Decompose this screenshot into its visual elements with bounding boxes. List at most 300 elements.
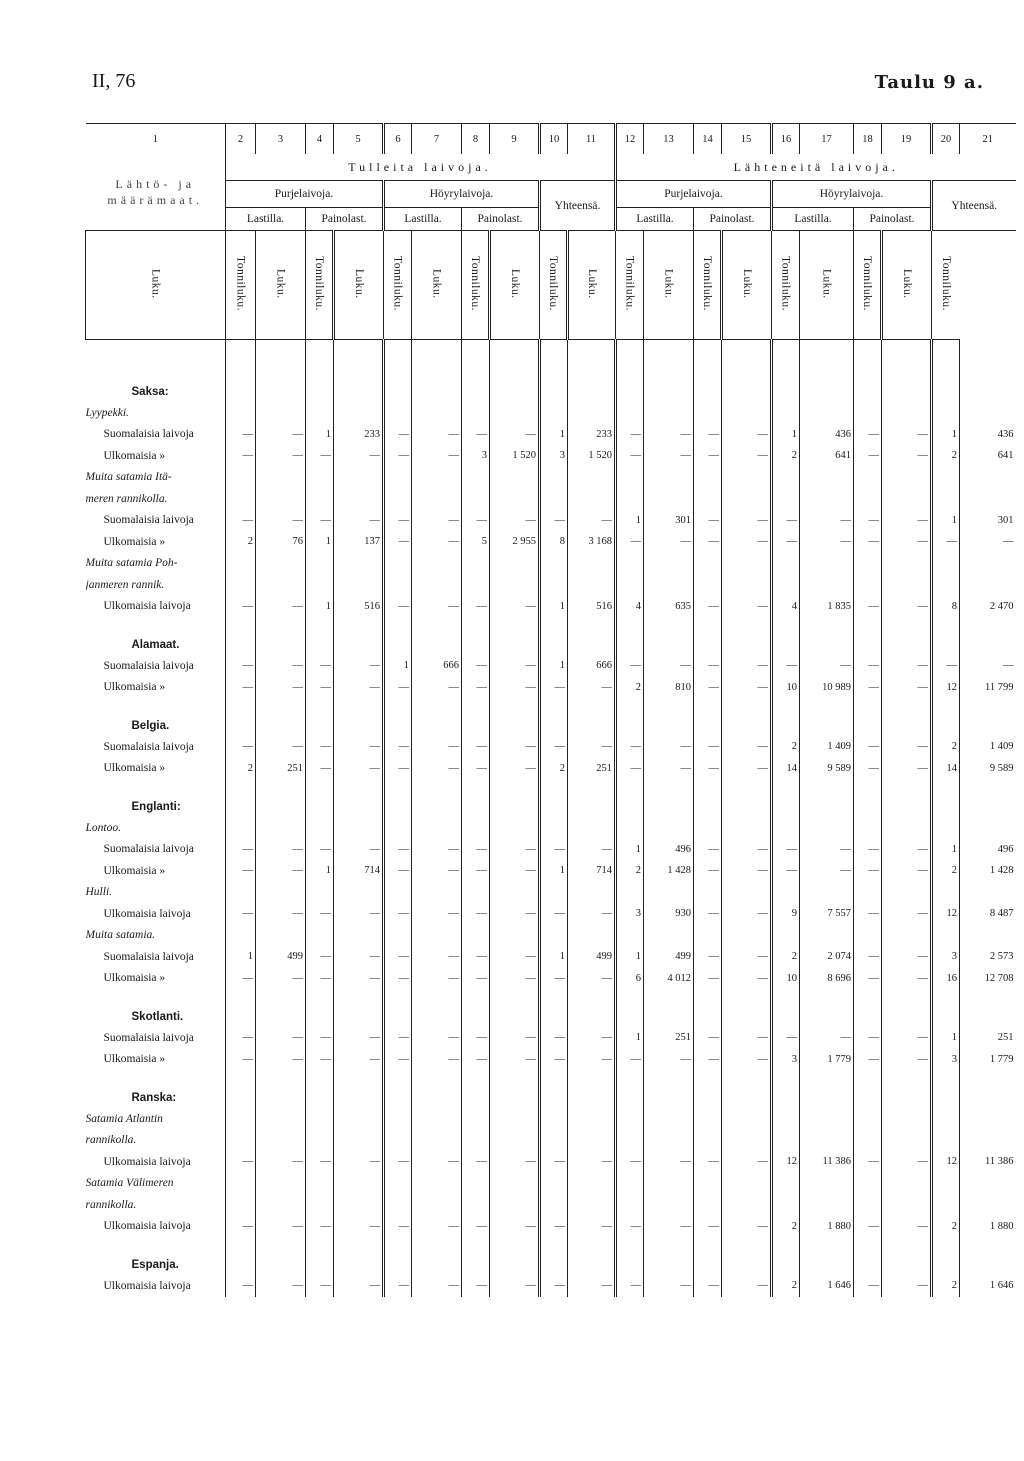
table-cell: 1 [932, 424, 960, 446]
country-heading: Espanja. [131, 1259, 179, 1271]
table-cell [226, 617, 256, 655]
row-label: Suomalaisia laivoja [103, 659, 194, 672]
departed-header: Lähteneitä laivoja. [616, 154, 1016, 181]
table-cell: 2 470 [960, 596, 1016, 618]
table-cell [772, 553, 800, 575]
table-cell [882, 779, 932, 817]
table-cell [334, 1173, 384, 1195]
departed-sail-laden: Lastilla. [616, 208, 694, 231]
table-row [86, 860, 1016, 882]
table-cell [334, 1237, 384, 1275]
country-heading: Skotlanti. [131, 1011, 184, 1023]
table-cell [772, 574, 800, 596]
table-cell [334, 779, 384, 817]
table-cell: — [800, 510, 854, 532]
table-cell: — [854, 1151, 882, 1173]
country-heading: Alamaat. [131, 639, 180, 651]
table-cell: 1 409 [960, 736, 1016, 758]
table-cell: — [384, 445, 412, 467]
country-heading: Englanti: [131, 801, 181, 813]
spacer-cell [256, 340, 306, 365]
table-cell: — [412, 1027, 462, 1049]
departed-steam-ballast: Painolast. [854, 208, 932, 231]
table-cell [882, 1108, 932, 1130]
column-number: 1 [86, 124, 226, 155]
table-cell: — [306, 1151, 334, 1173]
table-cell [882, 1237, 932, 1275]
table-cell [722, 1130, 772, 1152]
table-cell: — [644, 1151, 694, 1173]
table-cell [384, 1173, 412, 1195]
table-cell [854, 1237, 882, 1275]
table-cell: 2 [932, 1275, 960, 1297]
spacer-cell [490, 340, 540, 365]
table-cell: 1 [226, 946, 256, 968]
table-cell: 1 646 [960, 1275, 1016, 1297]
table-cell: — [384, 1049, 412, 1071]
table-cell: 12 [932, 1151, 960, 1173]
tonnage-header [932, 231, 960, 340]
table-cell [412, 488, 462, 510]
table-cell [226, 882, 256, 904]
table-cell [540, 1194, 568, 1216]
table-cell [694, 779, 722, 817]
table-cell [772, 1108, 800, 1130]
table-cell [854, 1070, 882, 1108]
table-cell: — [334, 1275, 384, 1297]
table-cell: 8 487 [960, 903, 1016, 925]
table-cell: 1 [616, 510, 644, 532]
table-cell: — [854, 1275, 882, 1297]
table-cell: — [568, 1027, 616, 1049]
table-cell [384, 1108, 412, 1130]
table-cell: — [854, 860, 882, 882]
measure-row [86, 231, 1016, 340]
table-cell [384, 698, 412, 736]
table-cell [226, 925, 256, 947]
table-cell [540, 574, 568, 596]
spacer-cell [882, 340, 932, 365]
table-cell [722, 698, 772, 736]
table-cell: — [412, 531, 462, 553]
table-cell: — [412, 736, 462, 758]
table-row [86, 677, 1016, 699]
table-cell: — [306, 736, 334, 758]
table-cell [772, 488, 800, 510]
departed-steam-header: Höyrylaivoja. [772, 181, 932, 208]
table-row [86, 903, 1016, 925]
table-cell [568, 574, 616, 596]
table-cell [412, 989, 462, 1027]
table-cell [772, 1130, 800, 1152]
table-cell [694, 488, 722, 510]
table-cell [540, 1237, 568, 1275]
tonnage-header [772, 231, 800, 340]
table-cell [882, 617, 932, 655]
table-cell: 1 [540, 424, 568, 446]
ship-type-row [86, 181, 1016, 208]
table-cell [694, 1070, 722, 1108]
table-cell [772, 698, 800, 736]
table-cell: — [384, 946, 412, 968]
table-cell: — [616, 736, 644, 758]
table-cell [616, 574, 644, 596]
table-cell: — [334, 946, 384, 968]
table-cell: — [384, 510, 412, 532]
column-number: 5 [334, 124, 384, 155]
table-cell: — [226, 424, 256, 446]
table-cell: 516 [334, 596, 384, 618]
table-cell [722, 817, 772, 839]
column-number: 9 [490, 124, 540, 155]
table-cell [568, 1237, 616, 1275]
table-cell: 496 [960, 839, 1016, 861]
table-cell: 3 [616, 903, 644, 925]
spacer-cell [568, 340, 616, 365]
table-cell: — [854, 424, 882, 446]
table-cell [256, 1130, 306, 1152]
table-cell [540, 1070, 568, 1108]
table-cell: — [616, 531, 644, 553]
table-cell: — [854, 758, 882, 780]
table-cell: 1 [616, 946, 644, 968]
column-number: 16 [772, 124, 800, 155]
table-cell: — [412, 510, 462, 532]
table-cell: — [334, 1216, 384, 1238]
table-cell: — [616, 1275, 644, 1297]
table-cell: — [334, 445, 384, 467]
table-cell: — [694, 677, 722, 699]
table-cell [960, 817, 1016, 839]
table-cell [932, 817, 960, 839]
table-cell: — [854, 677, 882, 699]
table-cell: — [960, 531, 1016, 553]
port-heading-row [86, 574, 1016, 596]
table-cell: — [882, 596, 932, 618]
table-cell: — [694, 1216, 722, 1238]
table-cell: 666 [568, 655, 616, 677]
table-cell: — [462, 758, 490, 780]
table-cell: — [800, 1027, 854, 1049]
table-cell: — [854, 839, 882, 861]
spacer-cell [800, 340, 854, 365]
table-cell [694, 574, 722, 596]
column-number: 17 [800, 124, 854, 155]
table-cell [540, 882, 568, 904]
table-cell: — [540, 1275, 568, 1297]
column-number: 11 [568, 124, 616, 155]
table-cell [882, 817, 932, 839]
table-cell [882, 925, 932, 947]
table-cell: — [616, 758, 644, 780]
table-cell [800, 817, 854, 839]
table-cell [854, 553, 882, 575]
table-cell: — [306, 677, 334, 699]
table-cell [462, 779, 490, 817]
row-label: Suomalaisia laivoja [103, 950, 194, 963]
table-cell: 3 [540, 445, 568, 467]
table-cell [568, 364, 616, 402]
table-cell [226, 1108, 256, 1130]
table-cell: — [644, 445, 694, 467]
table-cell [882, 698, 932, 736]
table-cell [882, 402, 932, 424]
table-cell: — [882, 424, 932, 446]
table-cell: — [540, 903, 568, 925]
tonnage-header [226, 231, 256, 340]
table-cell: — [384, 736, 412, 758]
table-cell [412, 402, 462, 424]
table-cell: — [334, 1027, 384, 1049]
row-label: Ulkomaisia laivoja [103, 907, 191, 920]
statistics-table [85, 123, 1016, 1297]
table-cell: 12 708 [960, 968, 1016, 990]
table-cell: — [462, 903, 490, 925]
table-cell: — [412, 968, 462, 990]
table-cell: 7 557 [800, 903, 854, 925]
table-cell: — [490, 903, 540, 925]
table-cell [568, 779, 616, 817]
count-label: Luku. [430, 268, 443, 299]
table-cell [384, 1237, 412, 1275]
table-cell [960, 488, 1016, 510]
table-cell [568, 467, 616, 489]
table-cell: — [462, 860, 490, 882]
table-cell: — [722, 968, 772, 990]
table-cell [490, 1237, 540, 1275]
table-cell: — [722, 424, 772, 446]
table-cell: — [306, 946, 334, 968]
table-cell [854, 1173, 882, 1195]
table-cell: — [306, 445, 334, 467]
country-heading-row [86, 1070, 1016, 1108]
table-cell [616, 882, 644, 904]
table-cell [540, 364, 568, 402]
table-cell: — [882, 1216, 932, 1238]
table-cell: — [384, 903, 412, 925]
table-cell [490, 488, 540, 510]
table-cell: — [226, 1049, 256, 1071]
table-cell: 714 [334, 860, 384, 882]
table-cell: 1 [306, 424, 334, 446]
departed-sail-ballast: Painolast. [694, 208, 772, 231]
table-cell: — [644, 1049, 694, 1071]
table-cell [772, 1194, 800, 1216]
tonnage-label: Tonniluku. [861, 256, 873, 311]
table-cell: 233 [568, 424, 616, 446]
count-header [800, 231, 854, 340]
port-heading: Muita satamia Poh- [85, 557, 178, 570]
row-label: Ulkomaisia laivoja [103, 1220, 191, 1233]
table-cell [722, 989, 772, 1027]
table-cell [932, 1237, 960, 1275]
table-cell: 2 [932, 736, 960, 758]
table-cell: — [882, 758, 932, 780]
table-cell: — [462, 946, 490, 968]
table-cell [772, 1070, 800, 1108]
table-cell [568, 1108, 616, 1130]
table-cell: — [306, 1027, 334, 1049]
column-number: 12 [616, 124, 644, 155]
table-cell: — [694, 445, 722, 467]
table-cell [854, 989, 882, 1027]
port-heading: meren rannikolla. [85, 492, 168, 505]
table-cell [800, 1130, 854, 1152]
table-cell [772, 882, 800, 904]
column-number: 4 [306, 124, 334, 155]
column-number: 19 [882, 124, 932, 155]
table-cell: 2 [932, 445, 960, 467]
table-cell: — [854, 1216, 882, 1238]
country-heading-row [86, 779, 1016, 817]
table-cell: — [722, 839, 772, 861]
table-cell [854, 882, 882, 904]
table-cell [226, 467, 256, 489]
table-cell [882, 1130, 932, 1152]
table-cell: — [462, 655, 490, 677]
table-cell [932, 402, 960, 424]
count-header [490, 231, 540, 340]
table-row [86, 736, 1016, 758]
count-label: Luku. [662, 268, 675, 299]
table-cell [772, 1237, 800, 1275]
table-cell [462, 488, 490, 510]
table-cell [932, 1108, 960, 1130]
table-cell: — [334, 736, 384, 758]
table-row [86, 655, 1016, 677]
table-cell [800, 574, 854, 596]
table-cell: — [882, 860, 932, 882]
column-number: 6 [384, 124, 412, 155]
spacer-cell [86, 340, 226, 365]
table-cell [306, 925, 334, 947]
row-label: Suomalaisia laivoja [103, 843, 194, 856]
table-cell [932, 1194, 960, 1216]
table-cell: — [694, 860, 722, 882]
table-cell: 4 012 [644, 968, 694, 990]
table-cell: — [854, 903, 882, 925]
table-cell [256, 488, 306, 510]
table-cell: 1 646 [800, 1275, 854, 1297]
table-title: Taulu 9 a. [874, 72, 984, 93]
table-cell: — [334, 655, 384, 677]
table-cell: 12 [772, 1151, 800, 1173]
spacer-cell [226, 340, 256, 365]
table-cell [616, 1194, 644, 1216]
spacer-cell [616, 340, 644, 365]
count-label: Luku. [274, 268, 287, 299]
table-row [86, 1275, 1016, 1297]
table-cell: — [722, 531, 772, 553]
table-cell [644, 989, 694, 1027]
table-cell: — [540, 1216, 568, 1238]
table-cell [462, 467, 490, 489]
table-cell: 635 [644, 596, 694, 618]
table-cell: — [384, 1027, 412, 1049]
table-cell: — [568, 1275, 616, 1297]
table-cell: — [384, 1275, 412, 1297]
table-cell [772, 779, 800, 817]
table-cell: 9 589 [960, 758, 1016, 780]
table-cell: — [490, 839, 540, 861]
table-cell [854, 1130, 882, 1152]
table-cell [256, 467, 306, 489]
table-cell [722, 402, 772, 424]
table-cell: 1 [306, 531, 334, 553]
table-cell: — [882, 655, 932, 677]
table-cell: — [694, 946, 722, 968]
table-cell [540, 925, 568, 947]
table-cell [226, 1194, 256, 1216]
table-cell: — [644, 758, 694, 780]
tonnage-label: Tonniluku. [547, 256, 559, 311]
table-cell: — [462, 736, 490, 758]
table-cell: 1 [306, 860, 334, 882]
table-cell [616, 467, 644, 489]
table-cell: — [490, 1275, 540, 1297]
table-cell: — [540, 510, 568, 532]
table-cell: 3 [932, 946, 960, 968]
table-cell: — [384, 531, 412, 553]
table-cell: 251 [256, 758, 306, 780]
table-cell [412, 925, 462, 947]
table-body [86, 364, 1016, 1297]
table-cell: — [462, 839, 490, 861]
table-cell: — [722, 655, 772, 677]
table-cell [882, 574, 932, 596]
table-cell: — [334, 677, 384, 699]
table-cell: — [412, 1049, 462, 1071]
table-cell: — [644, 655, 694, 677]
table-cell: — [772, 531, 800, 553]
table-cell: — [694, 596, 722, 618]
country-heading: Ranska: [131, 1092, 177, 1104]
table-cell [694, 1173, 722, 1195]
table-cell: — [226, 1216, 256, 1238]
table-cell [384, 364, 412, 402]
origin-header: Lähtö- ja määrämaat. [86, 154, 226, 231]
table-cell [960, 1130, 1016, 1152]
table-cell: — [722, 445, 772, 467]
tonnage-label: Tonniluku. [623, 256, 636, 311]
table-cell: 499 [644, 946, 694, 968]
table-cell: 4 [616, 596, 644, 618]
table-cell [490, 1070, 540, 1108]
column-number: 15 [722, 124, 772, 155]
table-cell [854, 1108, 882, 1130]
row-label: Ulkomaisia » [103, 1053, 166, 1066]
table-cell [306, 488, 334, 510]
table-cell: — [644, 1216, 694, 1238]
spacer-cell [334, 340, 384, 365]
table-cell: — [306, 1216, 334, 1238]
table-cell [694, 925, 722, 947]
table-cell [932, 1173, 960, 1195]
table-row [86, 839, 1016, 861]
table-cell [256, 1070, 306, 1108]
table-cell: 301 [644, 510, 694, 532]
table-cell: 301 [960, 510, 1016, 532]
table-cell: — [722, 1275, 772, 1297]
spacer-cell [932, 340, 960, 365]
table-cell: 436 [960, 424, 1016, 446]
country-heading-row [86, 617, 1016, 655]
table-cell [932, 617, 960, 655]
table-cell: — [412, 596, 462, 618]
table-cell: — [568, 968, 616, 990]
table-cell: — [568, 1216, 616, 1238]
table-cell: 1 [540, 860, 568, 882]
